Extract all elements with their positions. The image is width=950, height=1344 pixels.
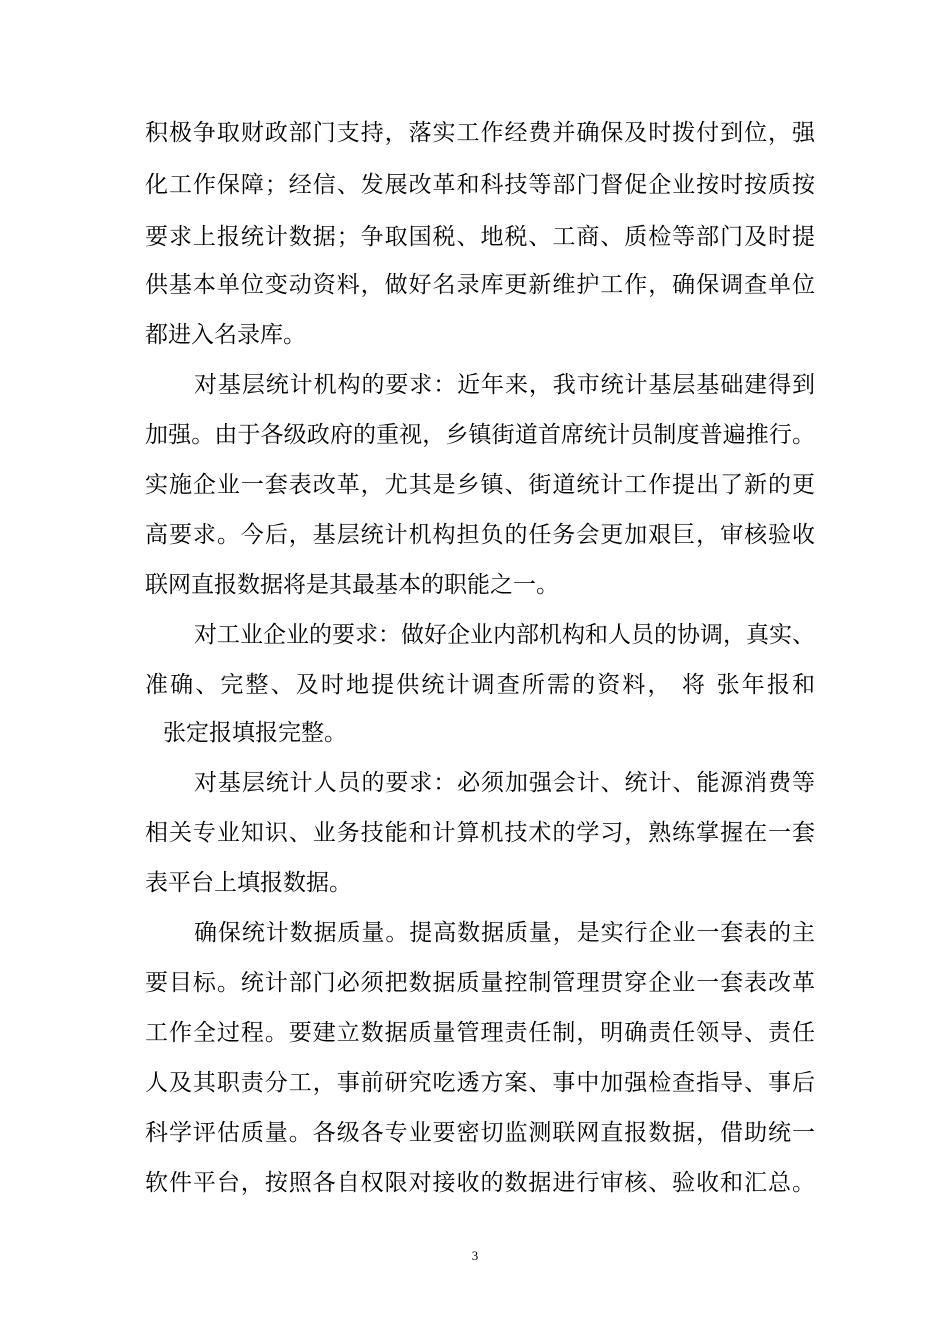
- text-line: 加强。由于各级政府的重视，乡镇街道首席统计员制度普遍推行。: [145, 422, 815, 448]
- text-line: 高要求。今后，基层统计机构担负的任务会更加艰巨，审核验收: [145, 522, 815, 548]
- text-line: 积极争取财政部门支持，落实工作经费并确保及时拨付到位，强: [145, 120, 815, 146]
- text-line: 都进入名录库。: [145, 322, 306, 348]
- text-line: 化工作保障；经信、发展改革和科技等部门督促企业按时按质按: [145, 172, 815, 198]
- text-line: 相关专业知识、业务技能和计算机技术的学习，熟练掌握在一套: [145, 820, 815, 846]
- text-line: 实施企业一套表改革，尤其是乡镇、街道统计工作提出了新的更: [145, 472, 815, 498]
- text-line: 科学评估质量。各级各专业要密切监测联网直报数据，借助统一: [145, 1120, 815, 1146]
- text-line: 表平台上填报数据。: [145, 870, 352, 896]
- text-line: 要求上报统计数据；争取国税、地税、工商、质检等部门及时提: [145, 224, 815, 250]
- paragraph-first-line: 确保统计数据质量。提高数据质量，是实行企业一套表的主: [194, 920, 815, 946]
- text-line: 准确、完整、及时地提供统计调查所需的资料， 将 张年报和: [145, 672, 815, 698]
- text-line: 软件平台，按照各自权限对接收的数据进行审核、验收和汇总。: [145, 1170, 815, 1196]
- text-line: 工作全过程。要建立数据质量管理责任制，明确责任领导、责任: [145, 1020, 815, 1046]
- text-line: 联网直报数据将是其最基本的职能之一。: [145, 572, 559, 598]
- paragraph-first-line: 对基层统计机构的要求：近年来，我市统计基层基础建得到: [194, 372, 815, 398]
- text-line: 人及其职责分工，事前研究吃透方案、事中加强检查指导、事后: [145, 1070, 815, 1096]
- page-number: 3: [471, 1248, 479, 1263]
- text-line: 张定报填报完整。: [163, 720, 347, 746]
- paragraph-first-line: 对工业企业的要求：做好企业内部机构和人员的协调，真实、: [194, 622, 815, 648]
- text-line: 要目标。统计部门必须把数据质量控制管理贯穿企业一套表改革: [145, 970, 815, 996]
- text-line: 供基本单位变动资料，做好名录库更新维护工作，确保调查单位: [145, 272, 815, 298]
- paragraph-first-line: 对基层统计人员的要求：必须加强会计、统计、能源消费等: [194, 770, 815, 796]
